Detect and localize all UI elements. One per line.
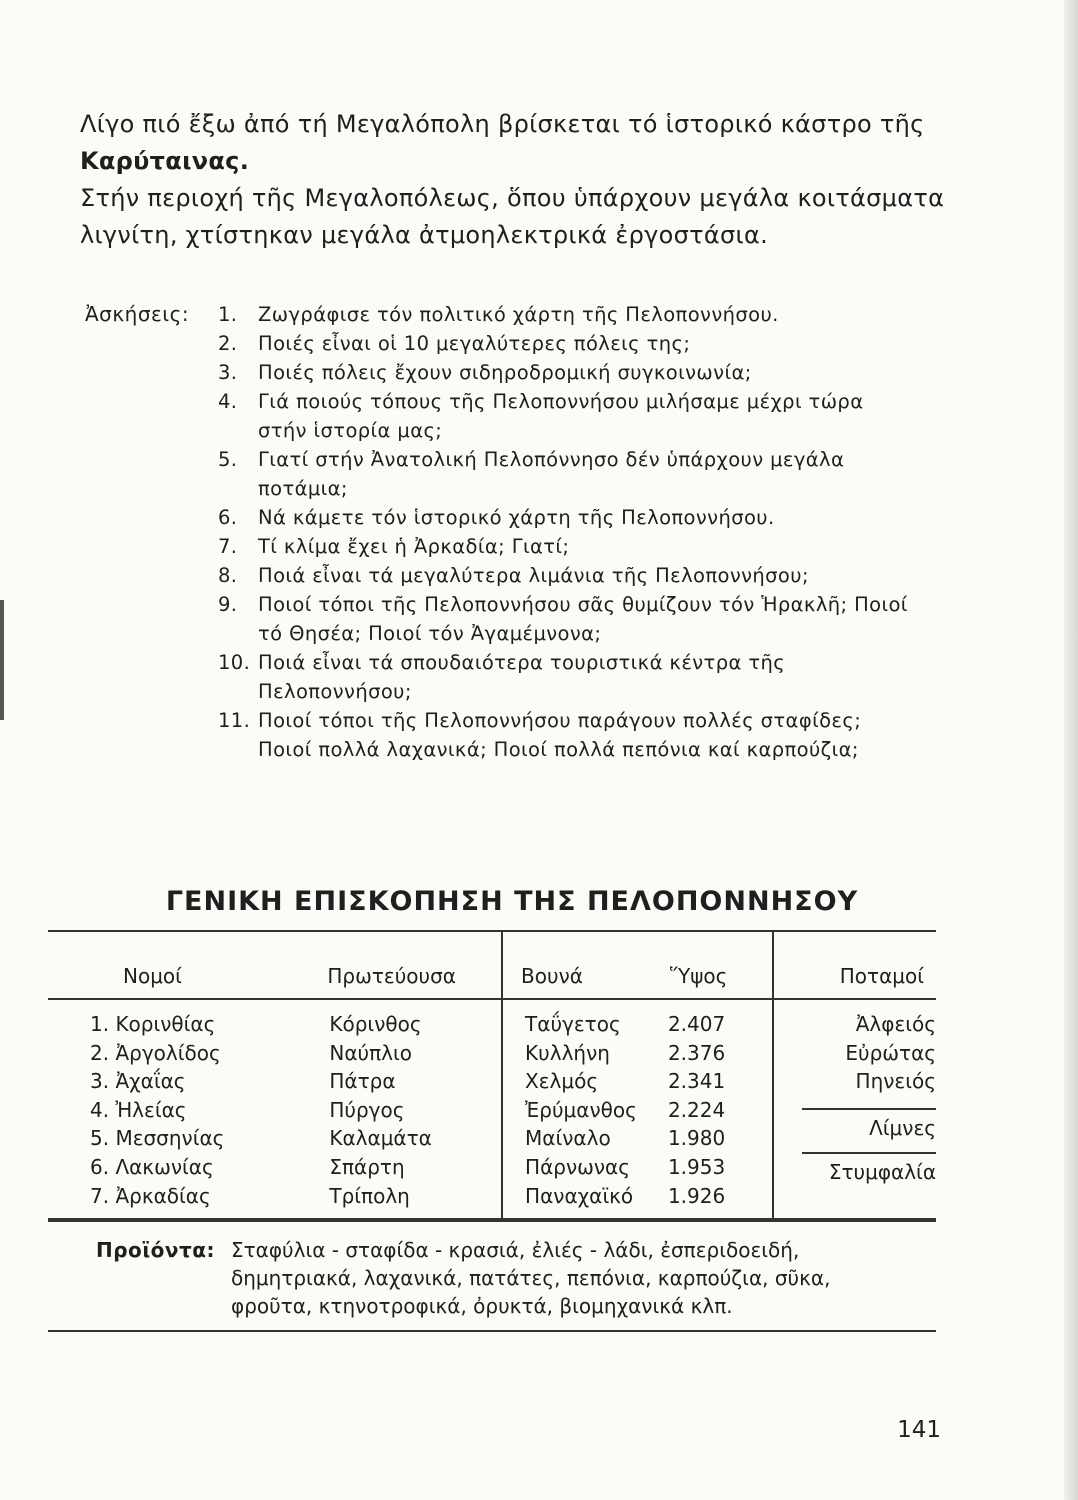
exercise-text: Ποιά εἶναι τά μεγαλύτερα λιμάνια τῆς Πελοποννήσου; (258, 564, 809, 587)
lake-item: Στυμφαλία (828, 1159, 936, 1184)
prefecture-item: 3. Ἀχαΐας (90, 1069, 186, 1094)
products-label: Προϊόντα: (96, 1238, 215, 1263)
exercise-number: 4. (218, 390, 238, 413)
header-prefectures: Νομοί (48, 931, 317, 999)
capital-item: Πάτρα (329, 1069, 396, 1094)
exercise-item (218, 300, 918, 329)
altitude-item: 1.926 (667, 1183, 726, 1208)
binding-mark (0, 600, 4, 720)
exercise-text: Ποιοί τόποι τῆς Πελοποννήσου παράγουν πολλές σταφίδες; Ποιοί πολλά λαχανικά; Ποιοί πολλά πεπόνια καί καρπούζια; (258, 709, 862, 761)
prefectures-cell (48, 999, 317, 1219)
capital-item: Καλαμάτα (329, 1126, 432, 1151)
capital-item: Σπάρτη (329, 1154, 405, 1179)
exercise-item (218, 445, 918, 503)
prefecture-item: 4. Ἠλείας (90, 1097, 187, 1122)
exercise-number: 10. (218, 651, 251, 674)
mountain-item: Παναχαϊκό (525, 1183, 634, 1208)
exercise-item (218, 387, 918, 445)
rivers-divider (802, 1108, 936, 1110)
mountain-item: Μαίναλο (525, 1126, 611, 1151)
exercise-text: Ζωγράφισε τόν πολιτικό χάρτη τῆς Πελοποννήσου. (258, 303, 779, 326)
exercise-text: Γιατί στήν Ἀνατολική Πελοπόννησο δέν ὑπάρχουν μεγάλα ποτάμια; (258, 448, 845, 500)
exercise-number: 11. (218, 709, 251, 732)
intro-text-a: Λίγο πιό ἔξω ἀπό τή Μεγαλόπολη βρίσκεται τό ἱστορικό κάστρο τῆς (80, 110, 925, 138)
lakes-divider (802, 1152, 936, 1154)
exercise-text: Ποιές πόλεις ἔχουν σιδηροδρομική συγκοινωνία; (258, 361, 752, 384)
header-rivers: Ποταμοί (773, 931, 936, 999)
exercise-item (218, 503, 918, 532)
exercise-number: 8. (218, 564, 238, 587)
exercise-text: Ποιές εἶναι οἱ 10 μεγαλύτερες πόλεις της; (258, 332, 691, 355)
lakes-label: Λίμνες (869, 1115, 936, 1140)
intro-text (80, 106, 960, 254)
mountain-item: Ἐρύμανθος (525, 1097, 637, 1122)
capital-item: Πύργος (329, 1097, 405, 1122)
exercise-number: 2. (218, 332, 238, 355)
exercise-number: 1. (218, 303, 238, 326)
exercises-label: Ἀσκήσεις: (85, 302, 190, 326)
exercises-list (218, 300, 918, 764)
mountain-item: Ταΰγετος (525, 1012, 621, 1036)
river-item: Εὐρώτας (845, 1040, 936, 1065)
exercise-item (218, 358, 918, 387)
capital-item: Τρίπολη (329, 1183, 410, 1208)
exercise-item (218, 532, 918, 561)
mountains-cell (502, 999, 662, 1219)
capital-item: Ναύπλιο (329, 1040, 412, 1065)
products-text: Σταφύλια - σταφίδα - κρασιά, ἐλιές - λάδι, ἐσπεριδοειδή, δημητριακά, λαχανικά, πατάτες, πεπόνια, καρπούζια, σῦκα, φροῦτα, κτηνοτροφικά, ὀρυκτά, βιομηχανικά κλπ. (231, 1238, 831, 1319)
altitude-item: 2.341 (667, 1069, 726, 1094)
products-row (48, 1220, 936, 1332)
altitude-item: 2.407 (667, 1012, 726, 1036)
overview-table (48, 930, 936, 1220)
capitals-cell (317, 999, 502, 1219)
exercise-item (218, 706, 918, 764)
intro-paragraph-2: Στήν περιοχή τῆς Μεγαλοπόλεως, ὅπου ὑπάρχουν μεγάλα κοιτάσματα λιγνίτη, χτίστηκαν μεγάλα ἀτμοηλεκτρικά ἐργοστάσια. (80, 184, 945, 249)
exercise-number: 5. (218, 448, 238, 471)
river-item: Ἀλφειός (855, 1012, 936, 1036)
table-row (48, 999, 936, 1219)
exercise-text: Τί κλίμα ἔχει ἡ Ἀρκαδία; Γιατί; (258, 535, 570, 558)
header-altitude: Ὕψος (662, 931, 773, 999)
page-number: 141 (897, 1417, 941, 1443)
overview-title: ΓΕΝΙΚΗ ΕΠΙΣΚΟΠΗΣΗ ΤΗΣ ΠΕΛΟΠΟΝΝΗΣΟΥ (165, 886, 859, 917)
exercise-item (218, 648, 918, 706)
intro-paragraph-1 (80, 106, 960, 180)
prefecture-item: 1. Κορινθίας (90, 1012, 216, 1036)
prefecture-item: 6. Λακωνίας (90, 1154, 214, 1179)
header-capital: Πρωτεύουσα (317, 931, 502, 999)
exercise-item (218, 561, 918, 590)
exercise-number: 9. (218, 593, 238, 616)
karytaina-name: Καρύταινας. (80, 147, 250, 175)
altitudes-cell (662, 999, 773, 1219)
exercise-number: 6. (218, 506, 238, 529)
overview-section (48, 882, 936, 1332)
altitude-item: 1.980 (667, 1126, 726, 1151)
prefecture-item: 5. Μεσσηνίας (90, 1126, 225, 1151)
altitude-item: 2.376 (667, 1040, 726, 1065)
exercise-number: 7. (218, 535, 238, 558)
exercise-text: Νά κάμετε τόν ἱστορικό χάρτη τῆς Πελοποννήσου. (258, 506, 775, 529)
exercise-text: Ποιοί τόποι τῆς Πελοποννήσου σᾶς θυμίζουν τόν Ἡρακλῆ; Ποιοί τό Θησέα; Ποιοί τόν Ἀγαμέμνονα; (258, 593, 908, 645)
mountain-item: Κυλλήνη (525, 1040, 610, 1065)
rivers-cell (773, 999, 936, 1219)
mountain-item: Πάρνωνας (525, 1154, 630, 1179)
altitude-item: 1.953 (667, 1154, 726, 1179)
prefecture-item: 7. Ἀρκαδίας (90, 1183, 211, 1208)
exercise-number: 3. (218, 361, 238, 384)
prefecture-item: 2. Ἀργολίδος (90, 1040, 221, 1065)
river-item: Πηνειός (855, 1069, 936, 1094)
page-edge (1064, 0, 1078, 1500)
header-mountains: Βουνά (502, 931, 662, 999)
exercise-text: Ποιά εἶναι τά σπουδαιότερα τουριστικά κέντρα τῆς Πελοποννήσου; (258, 651, 786, 703)
mountain-item: Χελμός (525, 1069, 599, 1094)
altitude-item: 2.224 (667, 1097, 726, 1122)
table-header-row (48, 931, 936, 999)
exercise-text: Γιά ποιούς τόπους τῆς Πελοποννήσου μιλήσαμε μέχρι τώρα στήν ἱστορία μας; (258, 390, 864, 442)
capital-item: Κόρινθος (329, 1012, 422, 1036)
exercise-item (218, 590, 918, 648)
exercise-item (218, 329, 918, 358)
